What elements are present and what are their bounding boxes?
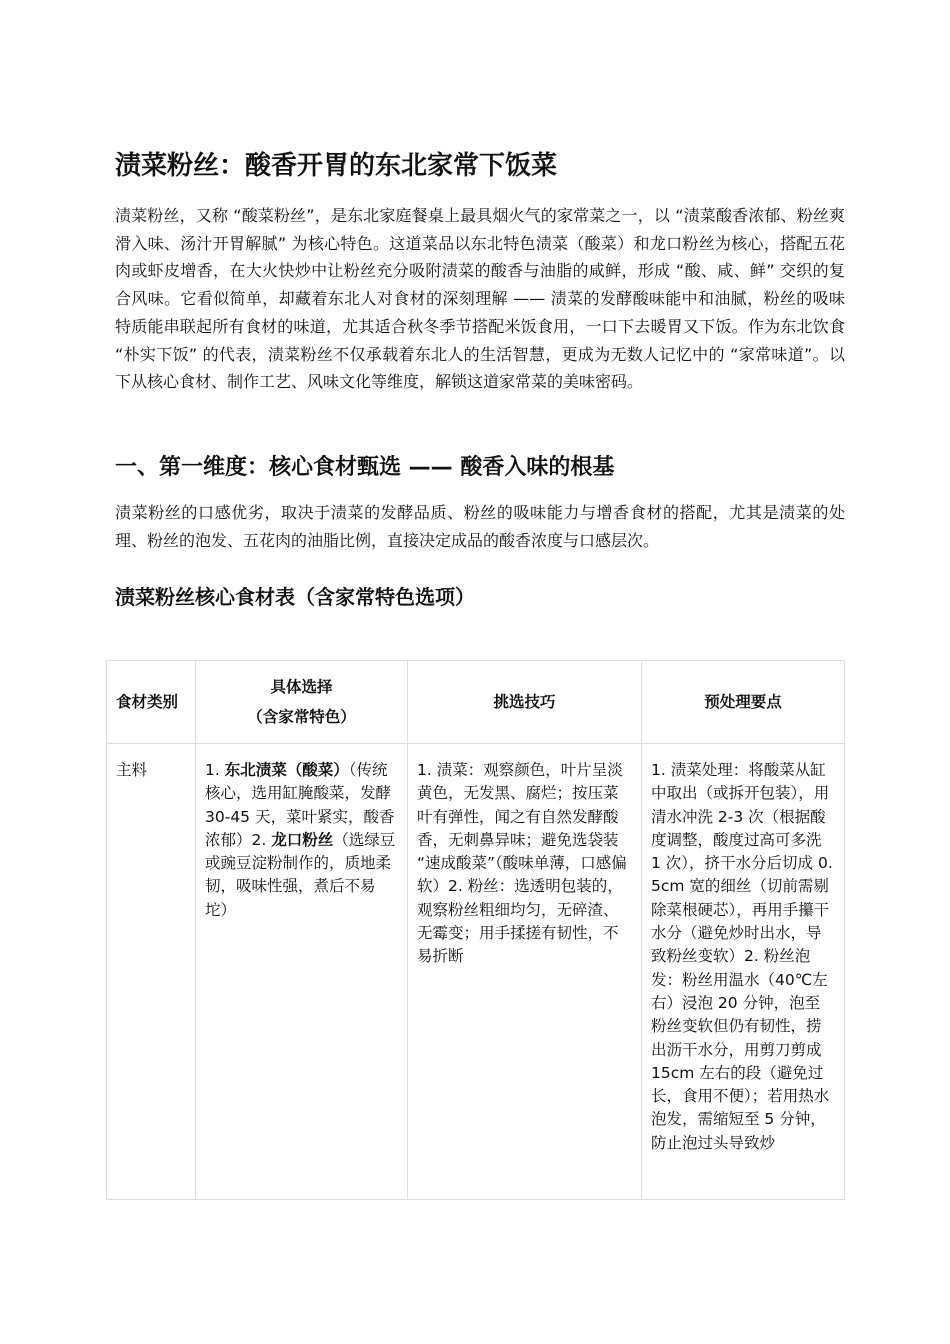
section-heading: 一、第一维度：核心食材甄选 —— 酸香入味的根基 (115, 455, 615, 480)
header-choice-line2: （含家常特色） (247, 708, 356, 726)
section-paragraph: 渍菜粉丝的口感优劣，取决于渍菜的发酵品质、粉丝的吸味能力与增香食材的搭配，尤其是渍菜的处理、粉丝的泡发、五花肉的油脂比例，直接决定成品的酸香浓度与口感层次。 (115, 503, 845, 550)
choice-item-2: 龙口粉丝 (271, 830, 334, 849)
cell-tips (408, 744, 642, 1200)
table-header-row (107, 661, 845, 744)
ingredients-table (106, 660, 845, 1200)
cell-prep (642, 744, 845, 1200)
header-category: 食材类别 (107, 661, 196, 744)
intro-paragraph: 渍菜粉丝，又称 “酸菜粉丝”，是东北家庭餐桌上最具烟火气的家常菜之一，以 “渍菜酸香浓郁、粉丝爽滑入味、汤汁开胃解腻” 为核心特色。这道菜品以东北特色渍菜（酸菜）和龙口粉丝为核心，搭配五花肉或虾皮增香，在大火快炒中让粉丝充分吸附渍菜的酸香与油脂的咸鲜，形成 “酸、咸、鲜” 交织的复合风味。它看似简单，却藏着东北人对食材的深刻理解 —— 渍菜的发酵酸味能中和油腻，粉丝的吸味特质能串联起所有食材的味道，尤其适合秋冬季节搭配米饭食用，一口下去暖胃又下饭。作为东北饮食 “朴实下饭” 的代表，渍菜粉丝不仅承载着东北人的生活智慧，更成为无数人记忆中的 “家常味道”。以下从核心食材、制作工艺、风味文化等维度，解锁这道家常菜的美味密码。 (115, 206, 845, 392)
choice-num: 1. (205, 761, 225, 779)
table-row (107, 744, 845, 1200)
page-title: 渍菜粉丝：酸香开胃的东北家常下饭菜 (115, 151, 558, 181)
header-choice (196, 661, 408, 744)
table-caption: 渍菜粉丝核心食材表（含家常特色选项） (115, 585, 475, 609)
choice-item-1: 东北渍菜（酸菜） (224, 761, 349, 779)
header-prep: 预处理要点 (642, 661, 845, 744)
choice-desc-2: （选绿豆或豌豆淀粉制作的，质地柔韧，吸味性强，煮后不易坨） (205, 830, 396, 919)
header-choice-line1: 具体选择 (270, 678, 333, 696)
tips-text: 1. 渍菜：观察颜色，叶片呈淡黄色，无发黑、腐烂；按压菜叶有弹性，闻之有自然发酵酸香，无刺鼻异味；避免选袋装 “速成酸菜”（酸味单薄，口感偏软）2. 粉丝：选透明包装的，观察粉丝粗细均匀，无碎渣、无霉变；用手揉搓有韧性，不易折断 (417, 761, 627, 966)
header-tips: 挑选技巧 (408, 661, 642, 744)
cell-choice (196, 744, 408, 1200)
choice-desc-1: （传统核心，选用缸腌酸菜，发酵 30-45 天，菜叶紧实，酸香浓郁）2. (205, 761, 395, 849)
prep-text: 1. 渍菜处理：将酸菜从缸中取出（或拆开包装），用清水冲洗 2-3 次（根据酸度调整，酸度过高可多洗 1 次），挤干水分后切成 0.5cm 宽的细丝（切前需剔除菜根硬芯），再用手攥干水分（避免炒时出水，导致粉丝变软）2. 粉丝泡发：粉丝用温水（40℃左右）浸泡 20 分钟，泡至粉丝变软但仍有韧性，捞出沥干水分，用剪刀剪成 15cm 左右的段（避免过长，食用不便）；若用热水泡发，需缩短至 5 分钟，防止泡过头导致炒 (651, 761, 833, 1152)
cell-category: 主料 (107, 744, 196, 1200)
